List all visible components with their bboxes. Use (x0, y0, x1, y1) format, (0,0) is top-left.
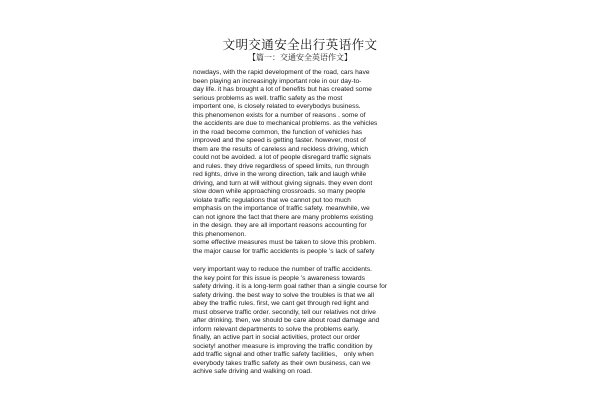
text-line: could not be avoided. a lot of people disregard traffic signals (193, 154, 371, 161)
text-line: the accidents are due to mechanical problems. as the vehicles (193, 120, 378, 127)
text-line: been playing an increasingly important role in our day-to- (193, 77, 362, 85)
text-line: serious problems as well. traffic safety as the most (193, 94, 343, 102)
text-line: driving, and turn at will without giving signals. they even dont (193, 179, 373, 187)
text-line: in the road become common, the function of vehicles has (193, 128, 363, 136)
text-line: finally, an active part in social activities, protect our order (193, 334, 361, 341)
text-line: nowdays, with the rapid development of the road, cars have (193, 69, 370, 76)
text-line: safety driving. the best way to solve the troubles is that we all (193, 291, 375, 299)
paragraph-1 (193, 69, 483, 256)
text-line: them are the results of careless and reckless driving, which (193, 145, 369, 153)
text-line: add traffic signal and other traffic safety facilities、 only when (193, 351, 374, 358)
text-line: must observe traffic order. secondly, tell our relatives not drive (193, 308, 376, 316)
text-line: this phenomenon. (193, 230, 247, 238)
text-line: after drinking. then, we should be care about road damage and (193, 317, 380, 324)
text-line: the key point for this issue is people ’s awareness towards (193, 274, 365, 282)
essay-body (193, 69, 483, 377)
text-line: emphasis on the importance of traffic safety. meanwhile, we (193, 205, 370, 212)
text-line: very important way to reduce the number of traffic accidents. (193, 266, 373, 273)
text-line: the major cause for traffic accidents is people ’s lack of safety (193, 247, 375, 255)
paragraph-gap (193, 256, 483, 266)
text-line: improved and the speed is getting faster. however, most of (193, 137, 366, 144)
text-line: and rules. they drive regardless of speed limits, run through (193, 162, 369, 170)
text-line: abey the traffic rules. first, we cant get through red light and (193, 300, 369, 307)
text-line: safety driving. it is a long-term goal rather than a single course for (193, 283, 388, 290)
text-line: day life. it has brought a lot of benefits but has created some (193, 86, 372, 93)
text-line: violate traffic regulations that we cannot put too much (193, 196, 351, 204)
text-line: society! another measure is improving the traffic condition by (193, 342, 373, 350)
text-line: inform relevant departments to solve the problems early. (193, 325, 360, 333)
text-line: some effective measures must be taken to slove this problem. (193, 239, 377, 246)
document-title: 文明交通安全出行英语作文 (222, 37, 378, 52)
text-line: achive safe driving and walking on road. (193, 368, 312, 375)
document-subtitle: 【篇一：交通安全英语作文】 (248, 53, 352, 62)
text-line: in the design. they are all important reasons accounting for (193, 222, 367, 229)
text-line: importent one, is closely related to everybodys business. (193, 103, 361, 110)
text-line: everybody takes traffic safety as their own business, can we (193, 359, 371, 367)
text-line: red lights, drive in the wrong direction, talk and laugh while (193, 171, 367, 178)
text-line: slow down while approaching crossroads. so many people (193, 188, 366, 195)
text-line: this phenomenon exists for a number of reasons . some of (193, 111, 366, 119)
paragraph-2 (193, 266, 483, 377)
text-line: can not ignore the fact that there are many problems existing (193, 213, 373, 221)
